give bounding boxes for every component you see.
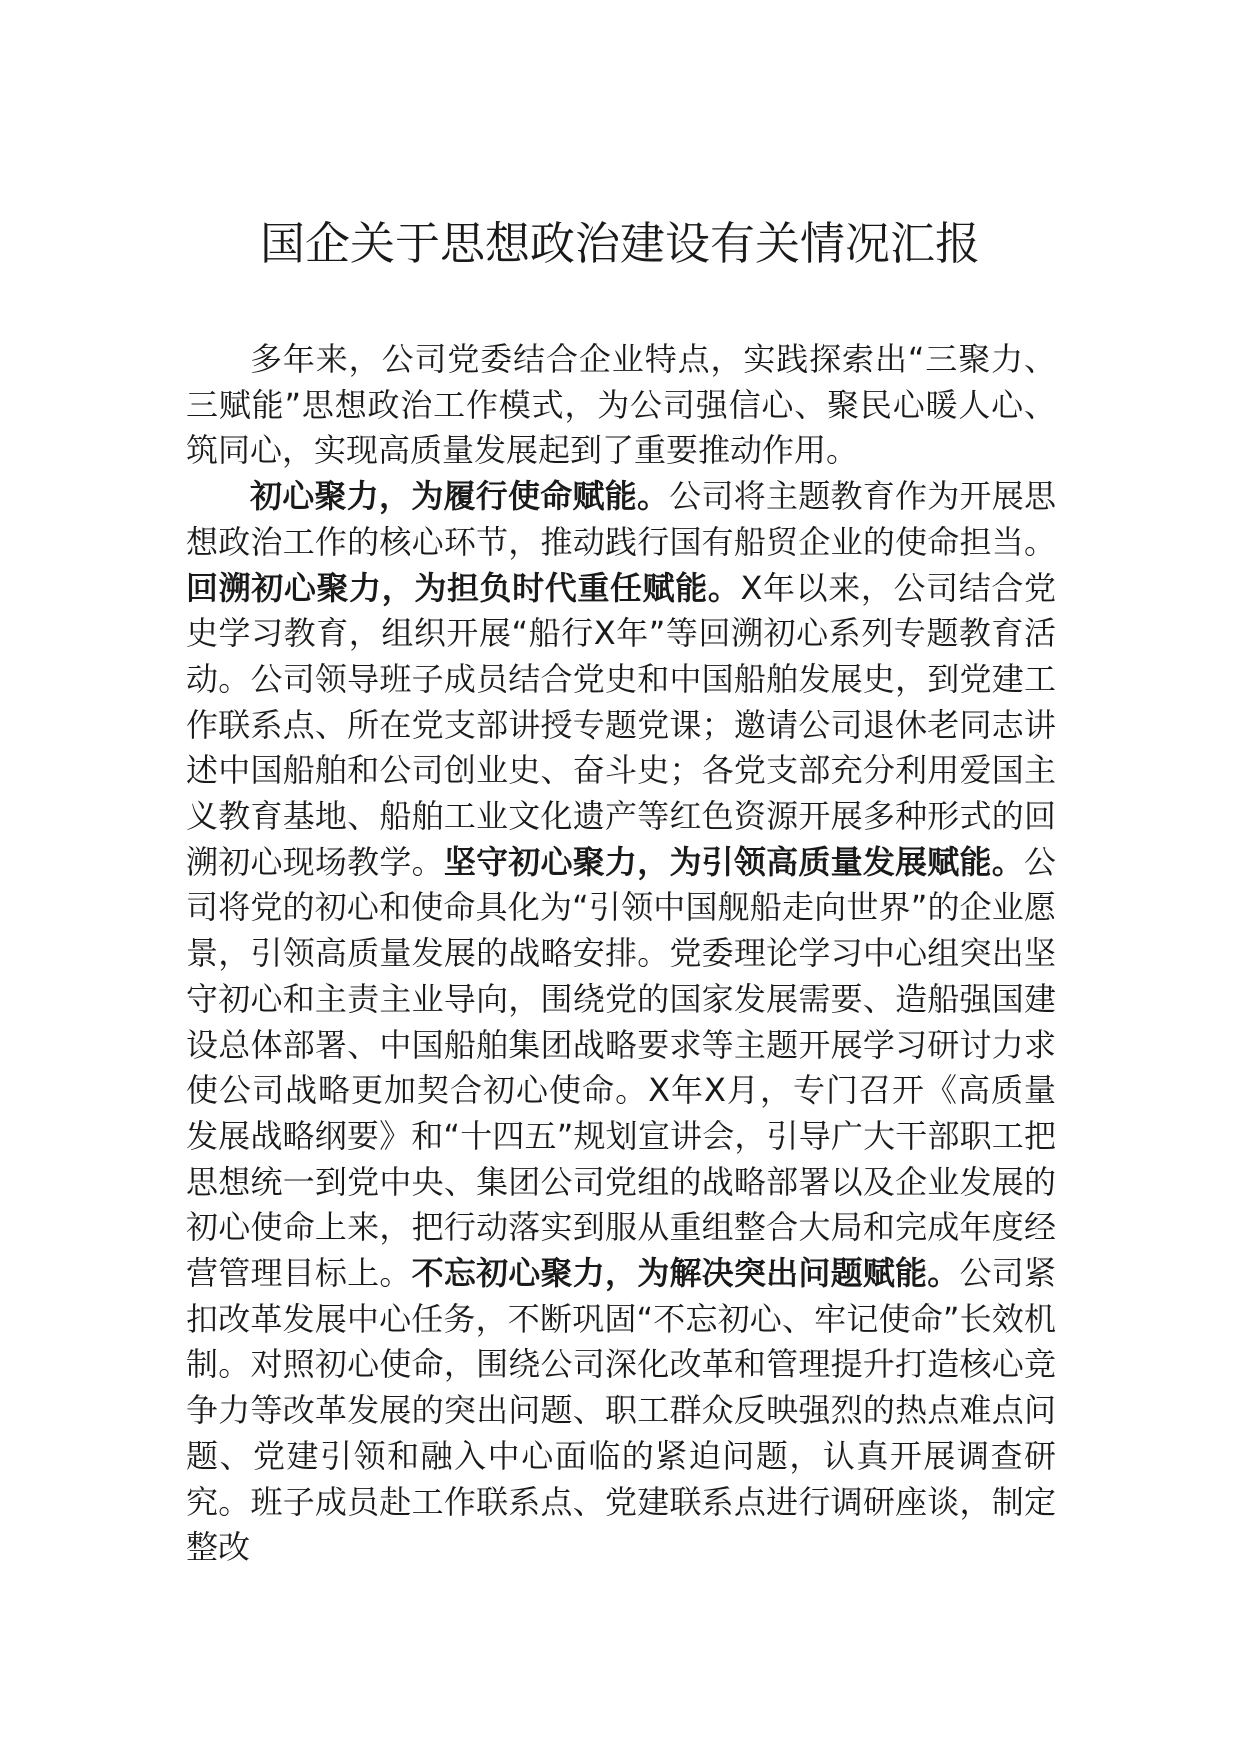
paragraph-text: 公司将主题教育作为开展思想政治工作的核心环节，推动践行国有船贸企业的使命担当。	[186, 477, 1056, 561]
paragraph-text: X年以来，公司结合党史学习教育，组织开展“船行X年”等回溯初心系列专题教育活动。公司领导班子成员结合党史和中国船舶发展史，到党建工作联系点、所在党支部讲授专题党课；邀请公司退休老同志讲述中国船舶和公司创业史、奋斗史；各党支部充分利用爱国主义教育基地、船舶工业文化遗产等红色资源开展多种形式的回溯初心现场教学。	[186, 568, 1056, 881]
bold-heading: 回溯初心聚力，为担负时代重任赋能。	[186, 568, 741, 607]
paragraph-main	[186, 474, 1056, 1571]
paragraph-text: 公司紧扣改革发展中心任务，不断巩固“不忘初心、牢记使命”长效机制。对照初心使命，围绕公司深化改革和管理提升打造核心竞争力等改革发展的突出问题、职工群众反映强烈的热点难点问题、党建引领和融入中心面临的紧迫问题，认真开展调查研究。班子成员赴工作联系点、党建联系点进行调研座谈，制定整改	[186, 1254, 1056, 1567]
bold-heading: 坚守初心聚力，为引领高质量发展赋能。	[443, 842, 1024, 881]
document-body	[186, 337, 1056, 1571]
paragraph-text: 多年来，公司党委结合企业特点，实践探索出“三聚力、三赋能”思想政治工作模式，为公司强信心、聚民心暖人心、筑同心，实现高质量发展起到了重要推动作用。	[186, 340, 1056, 470]
paragraph-text: 公司将党的初心和使命具化为“引领中国舰船走向世界”的企业愿景，引领高质量发展的战略安排。党委理论学习中心组突出坚守初心和主责主业导向，围绕党的国家发展需要、造船强国建设总体部署、中国船舶集团战略要求等主题开展学习研讨力求使公司战略更加契合初心使命。X年X月，专门召开《高质量发展战略纲要》和“十四五”规划宣讲会，引导广大干部职工把思想统一到党中央、集团公司党组的战略部署以及企业发展的初心使命上来，把行动落实到服从重组整合大局和完成年度经营管理目标上。	[186, 842, 1056, 1293]
bold-heading: 初心聚力，为履行使命赋能。	[250, 477, 670, 516]
bold-heading: 不忘初心聚力，为解决突出问题赋能。	[411, 1254, 960, 1293]
document-title: 国企关于思想政治建设有关情况汇报	[259, 217, 980, 270]
paragraph-intro	[186, 337, 1056, 474]
